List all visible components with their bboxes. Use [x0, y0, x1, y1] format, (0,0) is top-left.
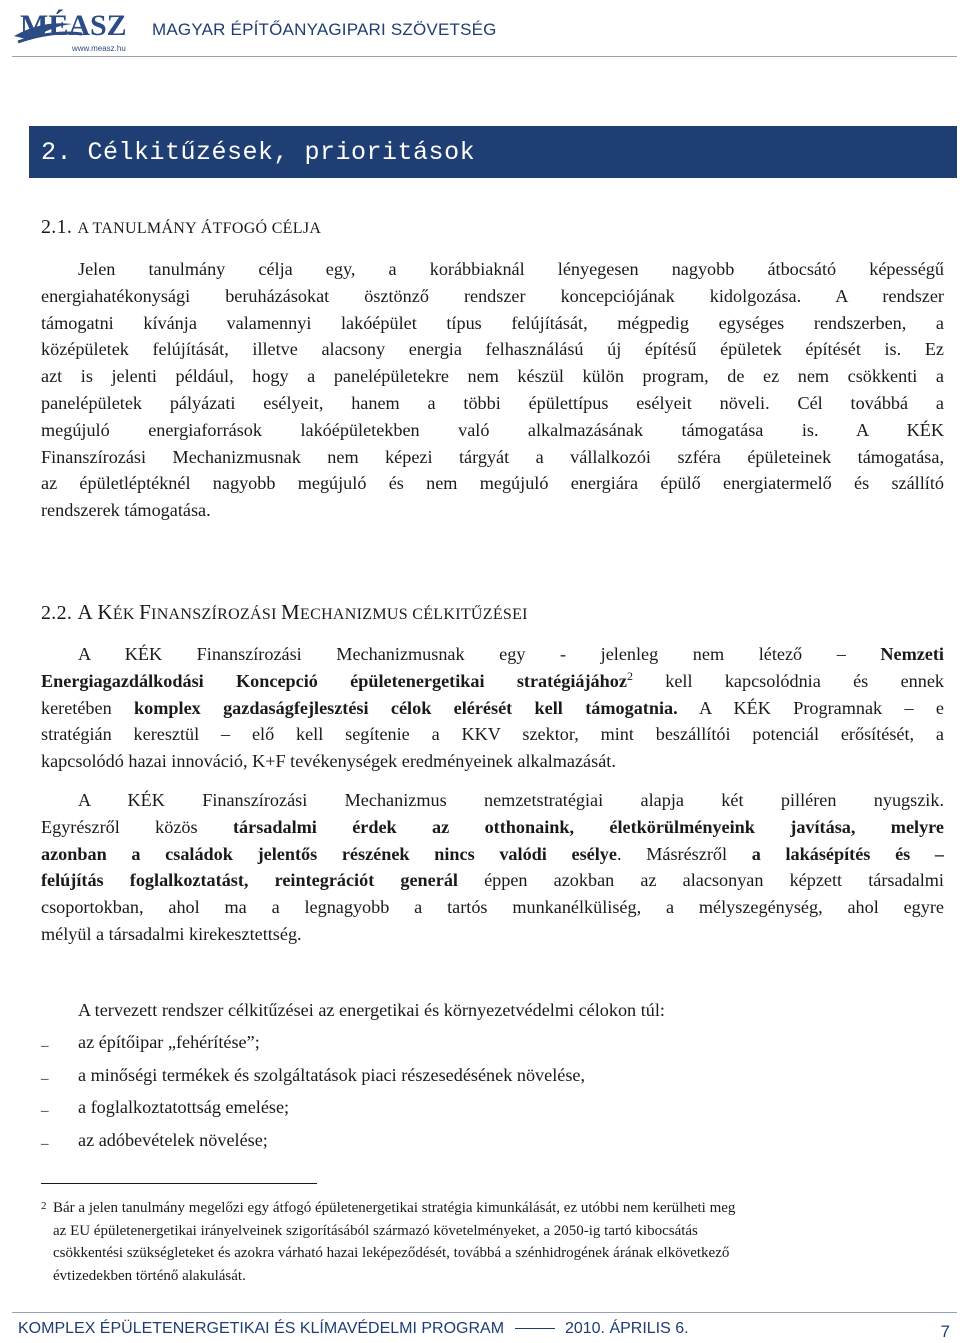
paragraph-2-2-b	[41, 787, 944, 948]
paragraph-line	[41, 668, 944, 695]
subsection-heading-2-2	[41, 600, 528, 625]
logo-url: www.measz.hu	[72, 44, 126, 53]
paragraph-line: stratégián keresztül – elő kell segítenie a KKV szektor, mint beszállítói potenciál erősítését, a	[41, 724, 944, 745]
paragraph-line: panelépületek pályázati esélyeit, hanem a többi épülettípus esélyeit növeli. Cél továbbá a	[41, 392, 944, 413]
paragraph-line: mélyül a társadalmi kirekesztettség.	[41, 923, 302, 944]
title-part: ÉK	[112, 606, 140, 623]
header-divider	[12, 56, 957, 57]
bold-run: felújítás foglalkoztatást, reintegrációt generál	[41, 870, 458, 891]
list-item-text: a foglalkoztatottság emelése;	[78, 1097, 290, 1118]
title-part: ECHANIZMUS CÉLKITŰZÉSEI	[300, 606, 528, 623]
dash-bullet: –	[41, 1103, 49, 1120]
bold-run: azonban a családok jelentős részének nincs valódi esélye	[41, 843, 617, 864]
title-part: A	[77, 600, 98, 624]
org-name: MAGYAR ÉPÍTŐANYAGIPARI SZÖVETSÉG	[152, 20, 497, 39]
paragraph-2-2-c	[41, 997, 944, 1024]
page-header	[12, 2, 942, 54]
footnote	[41, 1197, 931, 1287]
logo-text: MÉASZ	[20, 9, 127, 42]
list-item-text: az adóbevételek növelése;	[78, 1129, 268, 1150]
text-run: kell kapcsolódnia és ennek	[632, 670, 944, 691]
paragraph-line: azt is jelenti például, hogy a panelépületekre nem készül külön program, de ez nem csökkenti a	[41, 366, 944, 387]
text-run: A KÉK Programnak – e	[677, 697, 944, 718]
paragraph-line	[41, 695, 944, 722]
footnote-line: az EU épületenergetikai irányelveinek szigorításából származó követelményeket, a 2050-ig tartó kibocsátás	[53, 1222, 698, 1239]
footnote-line: csökkentési szükségleteket és azokra várható hazai leképeződését, továbbá a szénhidrogének árának elkövetkező	[53, 1245, 730, 1261]
text-run: A KÉK Finanszírozási Mechanizmusnak egy - jelenleg nem létező –	[78, 644, 881, 664]
subsection-title: A TANULMÁNY ÁTFOGÓ CÉLJA	[77, 220, 322, 237]
text-run: keretében	[41, 697, 135, 718]
paragraph-line: támogatni kívánja valamennyi lakóépület típus felújítását, mégpedig egységes rendszerben, a	[41, 312, 944, 333]
dash-bullet: –	[41, 1038, 49, 1054]
list-item	[41, 1030, 921, 1063]
paragraph-2-2-a	[41, 641, 944, 775]
paragraph-line: megújuló energiaforrások lakóépületekben való alkalmazásának támogatása is. A KÉK	[41, 419, 944, 440]
paragraph-line: A KÉK Finanszírozási Mechanizmus nemzetstratégiai alapja két pilléren nyugszik.	[78, 790, 944, 810]
section-title: 2. Célkitűzések, prioritások	[41, 138, 476, 167]
title-part: INANSZÍROZÁSI	[151, 606, 282, 623]
footnote-separator	[41, 1183, 317, 1184]
list-item	[41, 1095, 921, 1128]
text-run: . Másrészről	[616, 843, 752, 864]
footer-dash	[515, 1328, 555, 1329]
title-part: F	[139, 600, 152, 624]
subsection-number: 2.2.	[41, 602, 73, 624]
title-part: M	[281, 600, 301, 624]
list-item-text: a minőségi termékek és szolgáltatások piaci részesedésének növelése,	[78, 1064, 586, 1085]
text-run: Egyrészről közös	[41, 816, 233, 837]
page-number: 7	[940, 1322, 950, 1341]
footer-program-title: KOMPLEX ÉPÜLETENERGETIKAI ÉS KLÍMAVÉDELMI PROGRAM	[18, 1320, 505, 1337]
paragraph-line: Jelen tanulmány célja egy, a korábbiaknál lényegesen nagyobb átbocsátó képességű	[78, 259, 944, 279]
paragraph-line: az épületléptéknél nagyobb megújuló és nem megújuló energiára épülő energiatermelő és szállító	[41, 473, 944, 494]
dash-bullet: –	[41, 1135, 49, 1152]
paragraph-line: csoportokban, ahol ma a legnagyobb a tartós munkanélküliség, a mélyszegénység, ahol egyre	[41, 897, 944, 918]
paragraph-line: energiahatékonysági beruházásokat ösztönző rendszer koncepciójának kidolgozása. A rendszer	[41, 285, 944, 306]
paragraph-line	[41, 814, 944, 841]
footnote-line: Bár a jelen tanulmány megelőzi egy átfogó épületenergetikai stratégia kimunkálását, ez utóbbi nem kerülheti meg	[53, 1200, 736, 1216]
measz-logo	[12, 2, 130, 54]
page-footer	[18, 1320, 689, 1338]
objectives-list	[41, 1030, 921, 1160]
footnote-line: évtizedekben történő alakulását.	[53, 1267, 246, 1284]
bold-run: társadalmi érdek az otthonaink, életkörülményeink javítása, melyre	[232, 816, 944, 837]
footnote-ref: 2	[626, 668, 633, 683]
footnote-mark: 2	[41, 1200, 47, 1212]
list-item	[41, 1063, 921, 1096]
paragraph-line	[41, 867, 944, 894]
list-item-text: az építőipar „fehérítése”;	[78, 1032, 260, 1052]
list-item	[41, 1128, 921, 1161]
paragraph-2-1	[41, 256, 944, 524]
subsection-heading-2-1	[41, 216, 321, 239]
bold-run: a lakásépítés és –	[751, 843, 945, 864]
paragraph-line	[41, 841, 944, 868]
text-run: éppen azokban az alacsonyan képzett társadalmi	[457, 870, 944, 891]
paragraph-line: rendszerek támogatása.	[41, 500, 211, 521]
section-header-bar	[29, 126, 957, 178]
paragraph-line: A tervezett rendszer célkitűzései az energetikai és környezetvédelmi célokon túl:	[78, 1000, 665, 1020]
title-part: K	[97, 600, 113, 624]
paragraph-line: Finanszírozási Mechanizmusnak nem képezi tárgyát a vállalkozói szféra épületeinek támogatása,	[41, 446, 944, 467]
dash-bullet: –	[41, 1070, 49, 1087]
footer-date: 2010. ÁPRILIS 6.	[564, 1320, 689, 1337]
footer-divider	[12, 1312, 957, 1313]
paragraph-line: kapcsolódó hazai innováció, K+F tevékenységek eredményeinek alkalmazását.	[41, 751, 616, 772]
paragraph-line	[41, 641, 944, 668]
paragraph-line: középületek felújítását, illetve alacsony energia felhasználású új építésű épületek építését is. Ez	[41, 339, 944, 360]
bold-run: komplex gazdaságfejlesztési célok elérését kell támogatnia.	[134, 697, 678, 718]
bold-run: Nemzeti	[880, 644, 944, 664]
subsection-number: 2.1.	[41, 216, 73, 238]
bold-run: Energiagazdálkodási Koncepció épületenergetikai stratégiájához	[41, 670, 627, 691]
